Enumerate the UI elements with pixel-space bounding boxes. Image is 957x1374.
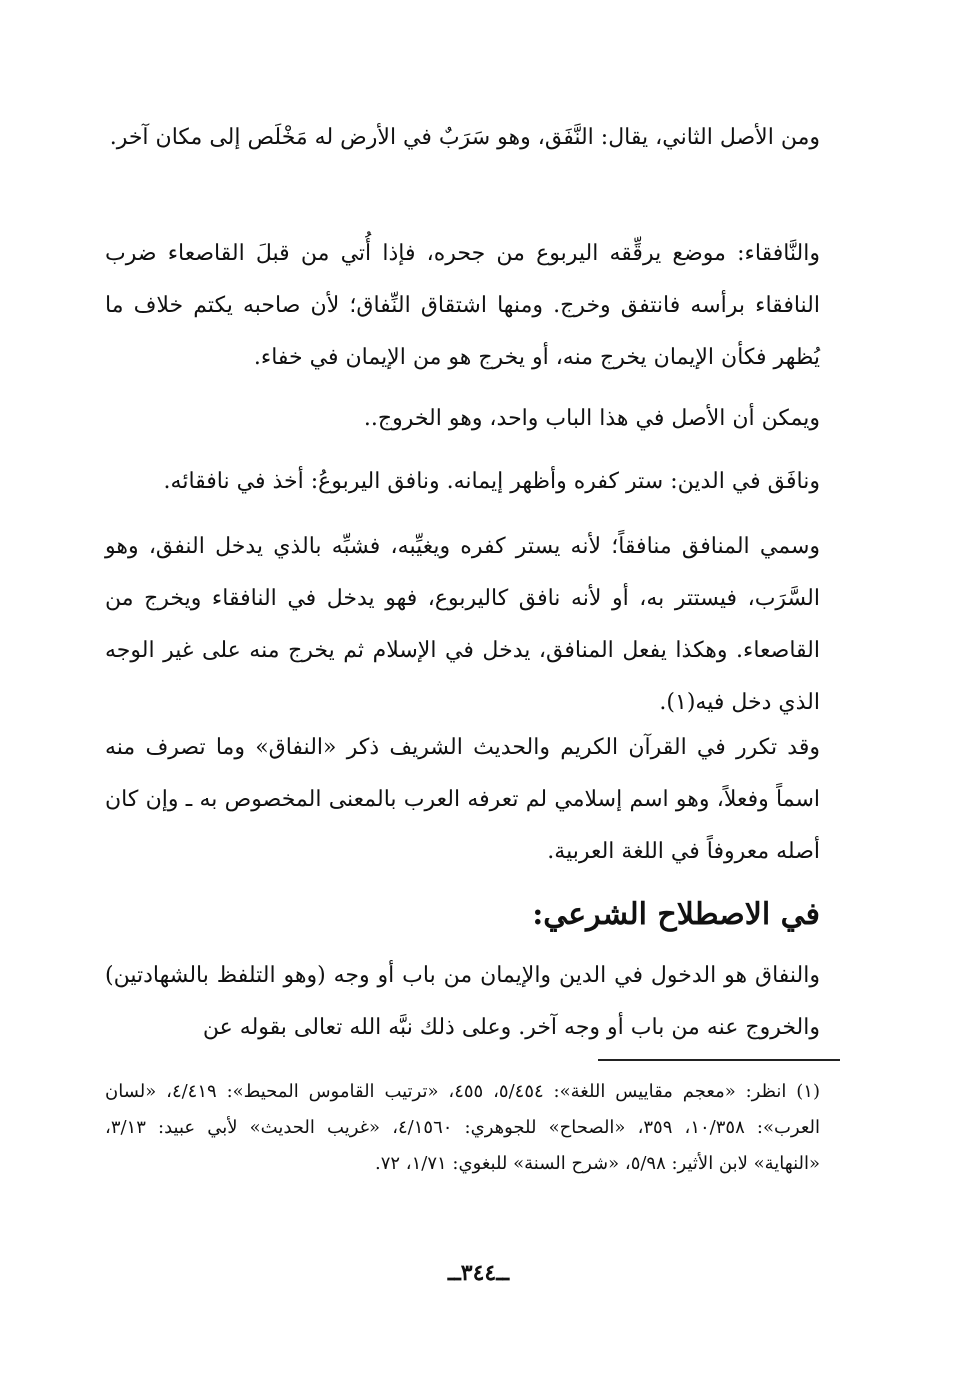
paragraph-sharia-definition: والنفاق هو الدخول في الدين والإيمان من باب أو وجه (وهو التلفظ بالشهادتين) والخروج عنه من باب أو وجه آخر. وعلى ذلك نبَّه الله تعالى بقوله عن: [105, 963, 820, 1040]
footnote-divider: [598, 1059, 840, 1061]
paragraph-quran-usage: وقد تكرر في القرآن الكريم والحديث الشريف ذكر «النفاق» وما تصرف منه اسماً وفعلاً، وهو اسم إسلامي لم تعرفه العرب بالمعنى المخصوص به ـ وإن كان أصله معروفاً في اللغة العربية.: [105, 735, 820, 864]
footnote-references: (١) انظر: «معجم مقاييس اللغة»: ٥/٤٥٤، ٤٥٥، «ترتيب القاموس المحيط»: ٤/٤١٩، «لسان العرب»: ١٠/٣٥٨، ٣٥٩، «الصحاح» للجوهري: ٤/١٥٦٠، «غريب الحديث» لأبي عبيد: ٣/١٣، «النهاية» لابن الأثير: ٥/٩٨، «شرح السنة» للبغوي: ١/٧١، ٧٢.: [105, 1081, 820, 1174]
paragraph-munafiq-naming: وسمي المنافق منافقاً؛ لأنه يستر كفره ويغيِّبه، فشبِّه بالذي يدخل النفق، وهو السَّرَب، فيستتر به، أو لأنه نافق كاليربوع، فهو يدخل في النافقاء ويخرج من القاصعاء. وهكذا يفعل المنافق، يدخل في الإسلام ثم يخرج منه على غير الوجه الذي دخل فيه(١).: [105, 534, 820, 715]
paragraph-nafiqa-burrow: والنَّافقاء: موضع يرقِّقه اليربوع من جحره، فإذا أُتي من قبلَ القاصعاء ضرب النافقاء برأسه فانتفق وخرج. ومنها اشتقاق النِّفاق؛ لأن صاحبه يكتم خلاف ما يُظهر فكأن الإيمان يخرج منه، أو يخرج هو من الإيمان في خفاء.: [105, 241, 820, 370]
page-number: ــ٣٤٤ــ: [447, 1260, 510, 1286]
section-heading-sharia-term: في الاصطلاح الشرعي:: [532, 897, 820, 932]
paragraph-nafaqa-definition: ونافَق في الدين: ستر كفره وأظهر إيمانه. ونافق اليربوعُ: أخذ في نافقائه.: [163, 469, 820, 494]
paragraph-nafaq-tunnel: ومن الأصل الثاني، يقال: النَّفَق، وهو سَرَبٌ في الأرض له مَخْلَص إلى مكان آخر.: [109, 125, 820, 150]
paragraph-root-meaning: ويمكن أن الأصل في هذا الباب واحد، وهو الخروج..: [363, 406, 820, 431]
